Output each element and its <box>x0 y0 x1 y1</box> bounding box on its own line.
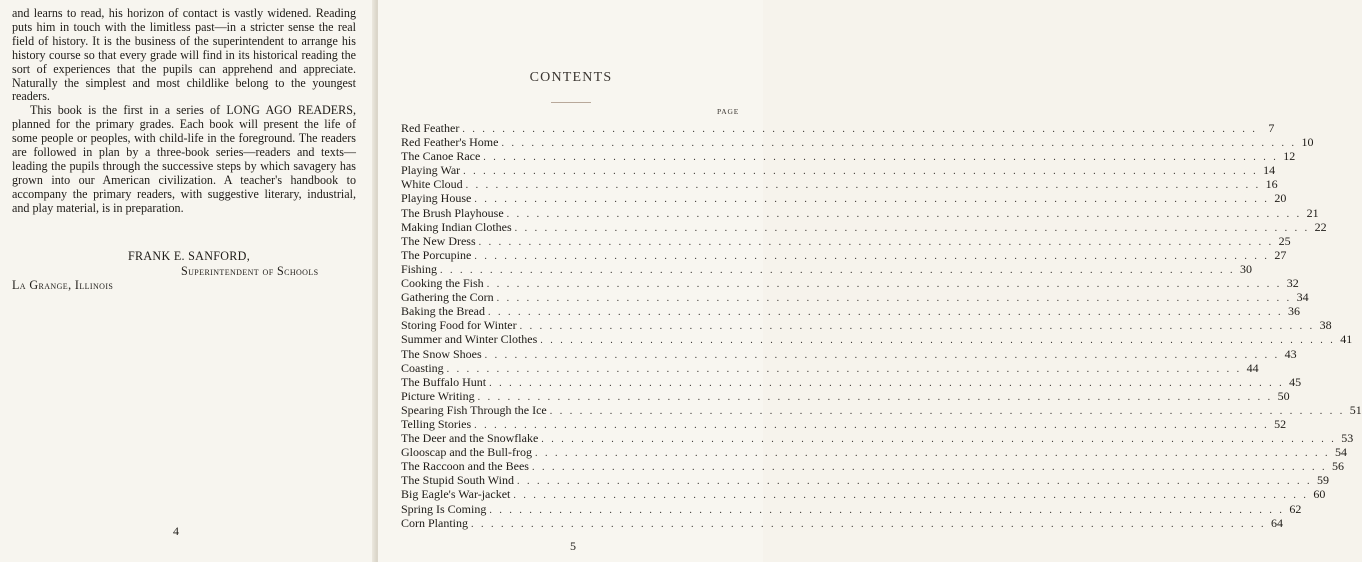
contents-entry-title: Storing Food for Winter <box>401 318 517 333</box>
contents-entry-page: 43 <box>1284 346 1297 361</box>
contents-entry-page: 54 <box>1334 445 1347 460</box>
dot-leader: . . . . . . . . . . . . . . . . . . . . . . . . . . . . . . . . . . . . . . . . . . . . . . . . . . . . . . . . . . . . . . . . . . . . . . . . . . . . . . . . <box>462 124 1258 135</box>
contents-list <box>401 121 1362 530</box>
contents-entry-title: The Stupid South Wind <box>401 473 514 488</box>
contents-entry-page: 62 <box>1289 501 1302 516</box>
dot-leader: . . . . . . . . . . . . . . . . . . . . . . . . . . . . . . . . . . . . . . . . . . . . . . . . . . . . . . . . . . . . . . . . . . . . . . . . . . . . . . . . <box>474 250 1270 262</box>
contents-entry-title: Coasting <box>401 360 444 375</box>
contents-entry-page: 16 <box>1265 177 1278 192</box>
contents-entry <box>401 473 1329 488</box>
signature-name: FRANK E. SANFORD, <box>128 249 251 263</box>
dot-leader: . . . . . . . . . . . . . . . . . . . . . . . . . . . . . . . . . . . . . . . . . . . . . . . . . . . . . . . . . . . . . . . . . . . . . . . . . . . . . . . . <box>534 448 1330 460</box>
contents-entry-title: Corn Planting <box>401 515 469 530</box>
contents-entry <box>401 219 1327 234</box>
contents-entry-page: 51 <box>1349 402 1362 417</box>
contents-entry-title: The New Dress <box>401 233 476 248</box>
contents-entry-title: Gathering the Corn <box>401 290 494 305</box>
dot-leader: . . . . . . . . . . . . . . . . . . . . . . . . . . . . . . . . . . . . . . . . . . . . . . . . . . . . . . . . . . . . . . . . . . . . . . . . . . . . . . . . <box>484 349 1280 361</box>
dot-leader: . . . . . . . . . . . . . . . . . . . . . . . . . . . . . . . . . . . . . . . . . . . . . . . . . . . . . . . . . . . . . . . . . . . . . . . . . . . . . . . . <box>474 194 1270 206</box>
contents-entry <box>401 388 1290 403</box>
preface-text <box>12 7 356 216</box>
dot-leader: . . . . . . . . . . . . . . . . . . . . . . . . . . . . . . . . . . . . . . . . . . . . . . . . . . . . . . . . . . . . . . . . . . . . . . . . . . . . . . . . <box>474 419 1270 431</box>
contents-entry-page: 7 <box>1268 121 1275 135</box>
contents-entry-title: Red Feather <box>401 121 460 135</box>
page-number-left: 4 <box>173 524 179 538</box>
contents-entry <box>401 304 1300 319</box>
contents-entry <box>401 191 1287 206</box>
contents-entry-page: 59 <box>1316 473 1329 488</box>
contents-entry <box>401 374 1302 389</box>
contents-entry-title: Making Indian Clothes <box>401 219 512 234</box>
contents-entry-title: Picture Writing <box>401 388 475 403</box>
contents-entry <box>401 487 1326 502</box>
contents-entry <box>401 163 1276 178</box>
dot-leader: . . . . . . . . . . . . . . . . . . . . . . . . . . . . . . . . . . . . . . . . . . . . . . . . . . . . . . . . . . . . . . . . . . . . . . . . . . . . . . . . <box>487 307 1283 319</box>
contents-entry-page: 30 <box>1240 261 1253 276</box>
contents-entry-page: 34 <box>1296 290 1309 305</box>
contents-entry-title: The Raccoon and the Bees <box>401 459 529 474</box>
contents-heading: CONTENTS <box>529 70 613 85</box>
left-page <box>0 0 375 562</box>
contents-entry <box>401 459 1344 474</box>
dot-leader: . . . . . . . . . . . . . . . . . . . . . . . . . . . . . . . . . . . . . . . . . . . . . . . . . . . . . . . . . . . . . . . . . . . . . . . . . . . . . . . . <box>463 166 1259 178</box>
contents-entry-page: 32 <box>1286 276 1299 291</box>
contents-entry <box>401 402 1362 417</box>
contents-entry-title: Big Eagle's War-jacket <box>401 487 511 502</box>
page-column-label: PAGE <box>717 107 740 116</box>
contents-entry <box>401 515 1284 530</box>
contents-entry <box>401 290 1309 305</box>
contents-entry <box>401 261 1253 276</box>
dot-leader: . . . . . . . . . . . . . . . . . . . . . . . . . . . . . . . . . . . . . . . . . . . . . . . . . . . . . . . . . . . . . . . . . . . . . . . . . . . . . . . . <box>486 279 1282 291</box>
contents-entry-page: 22 <box>1314 219 1327 234</box>
contents-entry-page: 21 <box>1306 205 1319 220</box>
contents-entry <box>401 332 1353 347</box>
heading-divider <box>551 102 591 103</box>
contents-entry-title: Spearing Fish Through the Ice <box>401 402 547 417</box>
contents-entry-title: White Cloud <box>401 177 463 192</box>
preface-paragraph-2: This book is the first in a series of LONG AGO READERS, planned for the primary grades. Each book will present the life of some people or peoples, with child-life in the foreground. The readers are followed in plan by a three-book series—readers and texts—leading the pupils through the successive steps by which savagery has grown into our American civilization. A teacher's handbook to accompany the primary readers, with suggestive literary, industrial, and play material, is in preparation. <box>12 103 356 215</box>
contents-entry <box>401 149 1296 164</box>
contents-entry-title: Playing War <box>401 163 461 178</box>
contents-entry-page: 36 <box>1287 304 1300 319</box>
contents-entry <box>401 346 1297 361</box>
contents-entry <box>401 177 1278 192</box>
contents-entry <box>401 233 1291 248</box>
contents-entry <box>401 318 1332 333</box>
page-number-right: 5 <box>570 539 576 553</box>
dot-leader: . . . . . . . . . . . . . . . . . . . . . . . . . . . . . . . . . . . . . . . . . . . . . . . . . . . . . . . . . . . . . . . . . . . . . . . . . . . . . . . . <box>446 363 1242 375</box>
dot-leader: . . . . . . . . . . . . . . . . . . . . . . . . . . . . . . . . . . . . . . . . . . . . . . . . . . . . . . . . . . . . . . . . . . . . . . . . . . . . . . . . <box>531 462 1327 474</box>
dot-leader: . . . . . . . . . . . . . . . . . . . . . . . . . . . . . . . . . . . . . . . . . . . . . . . . . . . . . . . . . . . . . . . . . . . . . . . . . . . . . . . . <box>477 391 1273 403</box>
contents-entry <box>401 135 1314 150</box>
dot-leader: . . . . . . . . . . . . . . . . . . . . . . . . . . . . . . . . . . . . . . . . . . . . . . . . . . . . . . . . . . . . . . . . . . . . . . . . . . . . . . . . <box>514 222 1310 234</box>
contents-entry-page: 12 <box>1283 149 1296 164</box>
contents-entry-page: 10 <box>1301 135 1314 150</box>
contents-entry-page: 64 <box>1271 515 1284 530</box>
contents-entry-title: Summer and Winter Clothes <box>401 332 538 347</box>
contents-entry-title: Playing House <box>401 191 472 206</box>
contents-entry-page: 44 <box>1246 360 1259 375</box>
contents-entry-page: 56 <box>1331 459 1344 474</box>
contents-entry-page: 41 <box>1340 332 1353 347</box>
dot-leader: . . . . . . . . . . . . . . . . . . . . . . . . . . . . . . . . . . . . . . . . . . . . . . . . . . . . . . . . . . . . . . . . . . . . . . . . . . . . . . . . <box>471 518 1267 530</box>
contents-entry-title: Telling Stories <box>401 416 472 431</box>
dot-leader: . . . . . . . . . . . . . . . . . . . . . . . . . . . . . . . . . . . . . . . . . . . . . . . . . . . . . . . . . . . . . . . . . . . . . . . . . . . . . . . . <box>513 490 1309 502</box>
dot-leader: . . . . . . . . . . . . . . . . . . . . . . . . . . . . . . . . . . . . . . . . . . . . . . . . . . . . . . . . . . . . . . . . . . . . . . . . . . . . . . . . <box>489 377 1285 389</box>
contents-entry <box>401 416 1287 431</box>
dot-leader: . . . . . . . . . . . . . . . . . . . . . . . . . . . . . . . . . . . . . . . . . . . . . . . . . . . . . . . . . . . . . . . . . . . . . . . . . . . . . . . . <box>540 335 1336 347</box>
contents-entry-page: 27 <box>1274 247 1287 262</box>
contents-entry-page: 50 <box>1277 388 1290 403</box>
contents-entry <box>401 205 1319 220</box>
contents-entry-page: 14 <box>1263 163 1276 178</box>
contents-entry-page: 60 <box>1313 487 1326 502</box>
contents-entry <box>401 431 1354 446</box>
contents-entry-title: The Deer and the Snowflake <box>401 431 539 446</box>
contents-entry <box>401 445 1347 460</box>
dot-leader: . . . . . . . . . . . . . . . . . . . . . . . . . . . . . . . . . . . . . . . . . . . . . . . . . . . . . . . . . . . . . . . . . . . . . . . . . . . . . . . . <box>440 264 1236 276</box>
contents-entry-title: Spring Is Coming <box>401 501 487 516</box>
contents-entry <box>401 247 1287 262</box>
contents-entry-title: The Snow Shoes <box>401 346 482 361</box>
contents-entry-title: Red Feather's Home <box>401 135 499 150</box>
dot-leader: . . . . . . . . . . . . . . . . . . . . . . . . . . . . . . . . . . . . . . . . . . . . . . . . . . . . . . . . . . . . . . . . . . . . . . . . . . . . . . . . <box>501 138 1297 150</box>
contents-entry-page: 25 <box>1278 233 1291 248</box>
preface-paragraph-1: and learns to read, his horizon of contact is vastly widened. Reading puts him in touch with the limitless past—in a stricter sense the real field of history. It is the business of the superintendent to arrange his history course so that every grade will find in its historical reading the sort of experiences that the pupils can apprehend and appreciate. Naturally the simplest and most childlike belong to the youngest readers. <box>12 6 356 104</box>
contents-entry-title: The Porcupine <box>401 247 472 262</box>
dot-leader: . . . . . . . . . . . . . . . . . . . . . . . . . . . . . . . . . . . . . . . . . . . . . . . . . . . . . . . . . . . . . . . . . . . . . . . . . . . . . . . . <box>549 405 1345 417</box>
contents-entry-title: The Brush Playhouse <box>401 205 504 220</box>
contents-entry-title: The Buffalo Hunt <box>401 374 487 389</box>
contents-entry <box>401 501 1302 516</box>
contents-entry-page: 38 <box>1319 318 1332 333</box>
signature-place: La Grange, Illinois <box>12 278 114 292</box>
contents-entry-page: 20 <box>1274 191 1287 206</box>
contents-entry-title: Fishing <box>401 261 438 276</box>
dot-leader: . . . . . . . . . . . . . . . . . . . . . . . . . . . . . . . . . . . . . . . . . . . . . . . . . . . . . . . . . . . . . . . . . . . . . . . . . . . . . . . . <box>516 476 1312 488</box>
contents-entry <box>401 121 1275 135</box>
dot-leader: . . . . . . . . . . . . . . . . . . . . . . . . . . . . . . . . . . . . . . . . . . . . . . . . . . . . . . . . . . . . . . . . . . . . . . . . . . . . . . . . <box>506 208 1302 220</box>
dot-leader: . . . . . . . . . . . . . . . . . . . . . . . . . . . . . . . . . . . . . . . . . . . . . . . . . . . . . . . . . . . . . . . . . . . . . . . . . . . . . . . . <box>489 504 1285 516</box>
contents-entry-title: Glooscap and the Bull-frog <box>401 445 532 460</box>
dot-leader: . . . . . . . . . . . . . . . . . . . . . . . . . . . . . . . . . . . . . . . . . . . . . . . . . . . . . . . . . . . . . . . . . . . . . . . . . . . . . . . . <box>478 236 1274 248</box>
contents-entry <box>401 360 1259 375</box>
dot-leader: . . . . . . . . . . . . . . . . . . . . . . . . . . . . . . . . . . . . . . . . . . . . . . . . . . . . . . . . . . . . . . . . . . . . . . . . . . . . . . . . <box>483 152 1279 164</box>
contents-entry-title: The Canoe Race <box>401 149 481 164</box>
dot-leader: . . . . . . . . . . . . . . . . . . . . . . . . . . . . . . . . . . . . . . . . . . . . . . . . . . . . . . . . . . . . . . . . . . . . . . . . . . . . . . . . <box>519 321 1315 333</box>
dot-leader: . . . . . . . . . . . . . . . . . . . . . . . . . . . . . . . . . . . . . . . . . . . . . . . . . . . . . . . . . . . . . . . . . . . . . . . . . . . . . . . . <box>496 293 1292 305</box>
contents-entry-page: 45 <box>1289 374 1302 389</box>
contents-entry-page: 52 <box>1274 416 1287 431</box>
signature-title: Superintendent of Schools <box>181 264 319 278</box>
contents-entry <box>401 276 1299 291</box>
dot-leader: . . . . . . . . . . . . . . . . . . . . . . . . . . . . . . . . . . . . . . . . . . . . . . . . . . . . . . . . . . . . . . . . . . . . . . . . . . . . . . . . <box>465 180 1261 192</box>
contents-entry-page: 53 <box>1341 431 1354 446</box>
dot-leader: . . . . . . . . . . . . . . . . . . . . . . . . . . . . . . . . . . . . . . . . . . . . . . . . . . . . . . . . . . . . . . . . . . . . . . . . . . . . . . . . <box>541 434 1337 446</box>
contents-entry-title: Cooking the Fish <box>401 276 484 291</box>
contents-entry-title: Baking the Bread <box>401 304 485 319</box>
